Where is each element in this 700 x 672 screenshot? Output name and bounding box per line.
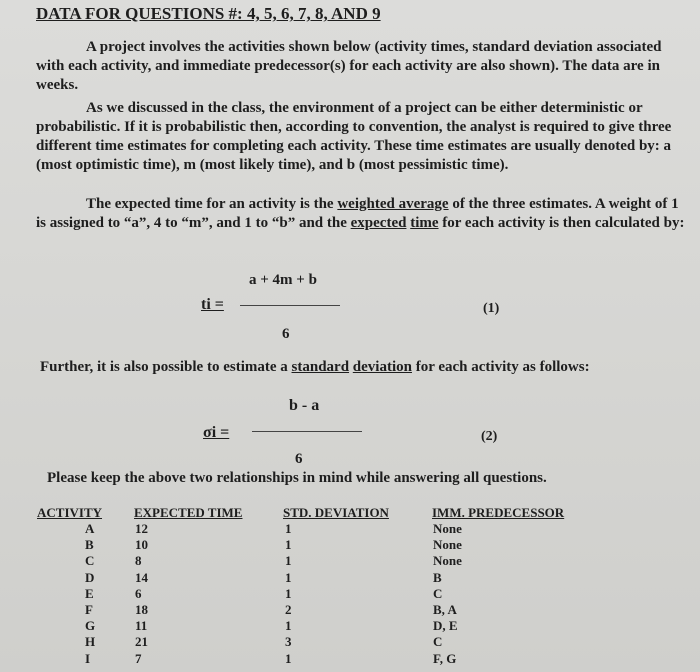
- std-deviation-cells: [283, 521, 389, 667]
- activity-cell: H: [85, 634, 96, 650]
- formula2-lhs-text: σi =: [203, 424, 230, 441]
- std-deviation-cell: 1: [285, 521, 292, 536]
- std-dev-text-1: Further, it is also possible to estimate a: [40, 359, 292, 375]
- predecessor-cell: D, E: [433, 618, 458, 634]
- activity-cell: A: [85, 521, 95, 536]
- expected-time-column: [134, 504, 242, 667]
- environment-text: As we discussed in the class, the environment of a project can be either deterministic or probabilistic. If it is probabilistic then, according to convention, the analyst is required to give three different time estimates for completing each activity. These time estimates are usually denoted by: a (most optimistic time), m (most likely time), and b (most pessimistic time).: [36, 100, 672, 173]
- document-heading: DATA FOR QUESTIONS #: 4, 5, 6, 7, 8, AND 9: [36, 4, 381, 23]
- formula2-eq-number: (2): [481, 429, 498, 444]
- expected-time-cell: 12: [135, 521, 148, 536]
- formula1-lhs-text: ti =: [201, 296, 224, 313]
- expected-time-text-2: of the three estimates. A weight of 1 is assigned to “a”, 4 to “m”, and 1 to “b” and the: [36, 196, 679, 231]
- expected-term: expected: [350, 215, 407, 231]
- std-dev-text-2: for each activity as follows:: [411, 359, 590, 375]
- formula1-eq-number: (1): [483, 301, 500, 316]
- activity-column: [37, 504, 102, 667]
- expected-time-cell: 6: [135, 585, 142, 601]
- predecessor-cells: [432, 521, 564, 667]
- expected-time-cell: 21: [135, 634, 148, 650]
- formula2-fraction-bar: [252, 431, 362, 432]
- std-deviation-cell: 1: [285, 553, 292, 569]
- formula2-lhs: [203, 424, 229, 442]
- predecessor-cell: B, A: [433, 601, 457, 617]
- intro-paragraph: [36, 38, 688, 95]
- std-deviation-cell: 3: [285, 634, 292, 650]
- activity-header: ACTIVITY: [37, 505, 103, 520]
- formula1-lhs: [201, 296, 224, 314]
- predecessor-cell: None: [433, 553, 462, 569]
- std-deviation-cell: 1: [285, 650, 292, 666]
- predecessor-cell: None: [433, 537, 462, 553]
- activity-cell: I: [85, 650, 91, 666]
- formula2-numerator: b - a: [289, 397, 320, 414]
- weighted-average-term: weighted average: [337, 196, 449, 212]
- activity-cell: B: [85, 537, 94, 553]
- expected-time-header: EXPECTED TIME: [134, 505, 243, 520]
- activity-cell: D: [85, 569, 95, 585]
- keep-in-mind-text: Please keep the above two relationships in mind while answering all questions.: [47, 470, 547, 486]
- predecessor-cell: C: [433, 585, 443, 601]
- environment-paragraph: [36, 99, 688, 175]
- formula1-fraction-bar: [240, 305, 340, 306]
- std-dev-sentence: [40, 359, 590, 376]
- formula1-denominator: 6: [282, 326, 290, 342]
- std-deviation-column: [283, 504, 389, 667]
- expected-time-cell: 18: [135, 601, 148, 617]
- expected-time-cell: 10: [135, 537, 148, 553]
- activity-cells: [37, 521, 102, 667]
- std-deviation-cell: 1: [285, 537, 292, 553]
- std-deviation-cell: 1: [285, 618, 292, 634]
- expected-time-cell: 14: [135, 569, 148, 585]
- expected-time-paragraph: [36, 195, 688, 233]
- predecessor-column: [432, 504, 564, 667]
- formula2-denominator: 6: [295, 451, 303, 467]
- expected-time-cell: 11: [135, 618, 148, 634]
- activity-cell: E: [85, 585, 94, 601]
- predecessor-cell: F, G: [433, 650, 457, 666]
- expected-time-text-1: The expected time for an activity is the: [86, 196, 338, 212]
- predecessor-header: IMM. PREDECESSOR: [432, 505, 565, 520]
- std-deviation-cell: 1: [285, 585, 292, 601]
- expected-time-cells: [134, 521, 242, 667]
- std-deviation-cell: 2: [285, 601, 292, 617]
- predecessor-cell: C: [433, 634, 443, 650]
- activity-cell: C: [85, 553, 95, 569]
- predecessor-cell: None: [433, 521, 462, 536]
- std-deviation-header: STD. DEVIATION: [283, 505, 389, 520]
- expected-time-cell: 7: [135, 650, 142, 666]
- std-deviation-cell: 1: [285, 569, 292, 585]
- activity-cell: G: [85, 618, 96, 634]
- expected-time-text-3: for each activity is then calculated by:: [438, 215, 685, 231]
- time-term: time: [410, 215, 439, 231]
- deviation-term: deviation: [352, 359, 412, 375]
- activity-cell: F: [85, 601, 93, 617]
- intro-text: A project involves the activities shown below (activity times, standard deviation associated with each activity, and immediate predecessor(s) for each activity are also shown). The data are in weeks.: [36, 39, 662, 93]
- formula1-numerator: a + 4m + b: [249, 272, 317, 288]
- standard-term: standard: [291, 359, 350, 375]
- expected-time-cell: 8: [135, 553, 142, 569]
- predecessor-cell: B: [433, 569, 442, 585]
